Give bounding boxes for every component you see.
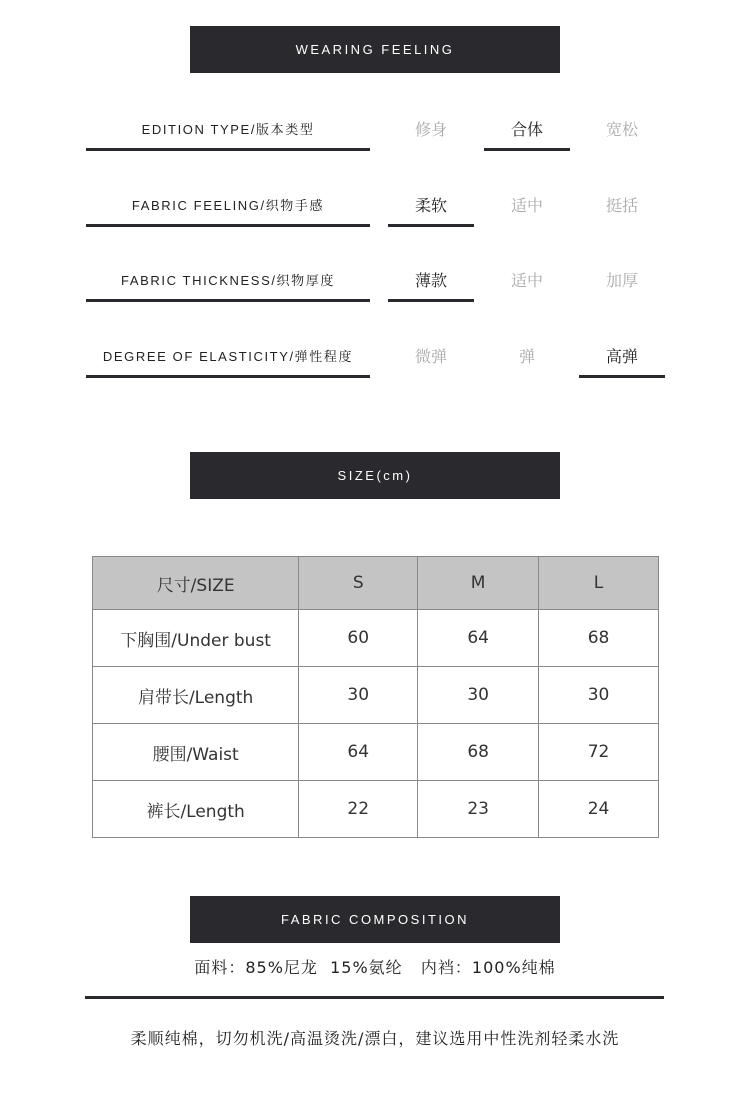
table-cell: 22 xyxy=(299,781,418,838)
table-cell: 腰围/Waist xyxy=(93,724,299,781)
table-cell: 72 xyxy=(539,724,659,781)
size-banner: SIZE(cm) xyxy=(190,452,560,499)
feeling-row-edition-type xyxy=(0,112,750,188)
feeling-option: 加厚 xyxy=(605,271,638,290)
table-cell: 68 xyxy=(539,610,659,667)
table-cell: 30 xyxy=(539,667,659,724)
size-table-header-cell: M xyxy=(418,557,539,610)
table-cell: 64 xyxy=(418,610,539,667)
feeling-option: 适中 xyxy=(510,271,543,290)
feeling-option: 合体 xyxy=(484,112,570,151)
feeling-option: 高弹 xyxy=(579,339,665,378)
table-cell: 下胸围/Under bust xyxy=(93,610,299,667)
feeling-option: 修身 xyxy=(414,120,447,139)
table-cell: 30 xyxy=(299,667,418,724)
feeling-row-label: FABRIC THICKNESS/织物厚度 xyxy=(86,263,370,302)
feeling-option: 宽松 xyxy=(605,120,638,139)
feeling-row-fabric-feeling xyxy=(0,188,750,264)
size-table-header-cell: L xyxy=(539,557,659,610)
feeling-option: 薄款 xyxy=(388,263,474,302)
table-cell: 24 xyxy=(539,781,659,838)
table-row xyxy=(93,781,659,838)
feeling-option: 柔软 xyxy=(388,188,474,227)
table-cell: 64 xyxy=(299,724,418,781)
table-cell: 68 xyxy=(418,724,539,781)
feeling-row-elasticity xyxy=(0,339,750,415)
size-table-header-cell: 尺寸/SIZE xyxy=(93,557,299,610)
table-cell: 裤长/Length xyxy=(93,781,299,838)
table-cell: 60 xyxy=(299,610,418,667)
fabric-composition-banner: FABRIC COMPOSITION xyxy=(190,896,560,943)
feeling-row-label: DEGREE OF ELASTICITY/弹性程度 xyxy=(86,339,370,378)
wearing-feeling-banner: WEARING FEELING xyxy=(190,26,560,73)
table-cell: 23 xyxy=(418,781,539,838)
divider xyxy=(85,996,664,999)
feeling-row-fabric-thickness xyxy=(0,263,750,339)
feeling-option: 适中 xyxy=(510,196,543,215)
size-table-header-row xyxy=(93,557,659,610)
care-instructions: 柔顺纯棉，切勿机洗/高温烫洗/漂白，建议选用中性洗剂轻柔水洗 xyxy=(130,1029,620,1048)
table-row xyxy=(93,610,659,667)
feeling-option: 微弹 xyxy=(414,347,447,366)
table-row xyxy=(93,667,659,724)
size-table-header-cell: S xyxy=(299,557,418,610)
table-cell: 肩带长/Length xyxy=(93,667,299,724)
feeling-row-label: EDITION TYPE/版本类型 xyxy=(86,112,370,151)
table-cell: 30 xyxy=(418,667,539,724)
feeling-row-label: FABRIC FEELING/织物手感 xyxy=(86,188,370,227)
size-table xyxy=(92,556,659,838)
table-row xyxy=(93,724,659,781)
feeling-option: 挺括 xyxy=(605,196,638,215)
fabric-composition-text: 面料：85%尼龙 15%氨纶 内裆：100%纯棉 xyxy=(194,958,556,977)
feeling-option: 弹 xyxy=(518,347,535,366)
